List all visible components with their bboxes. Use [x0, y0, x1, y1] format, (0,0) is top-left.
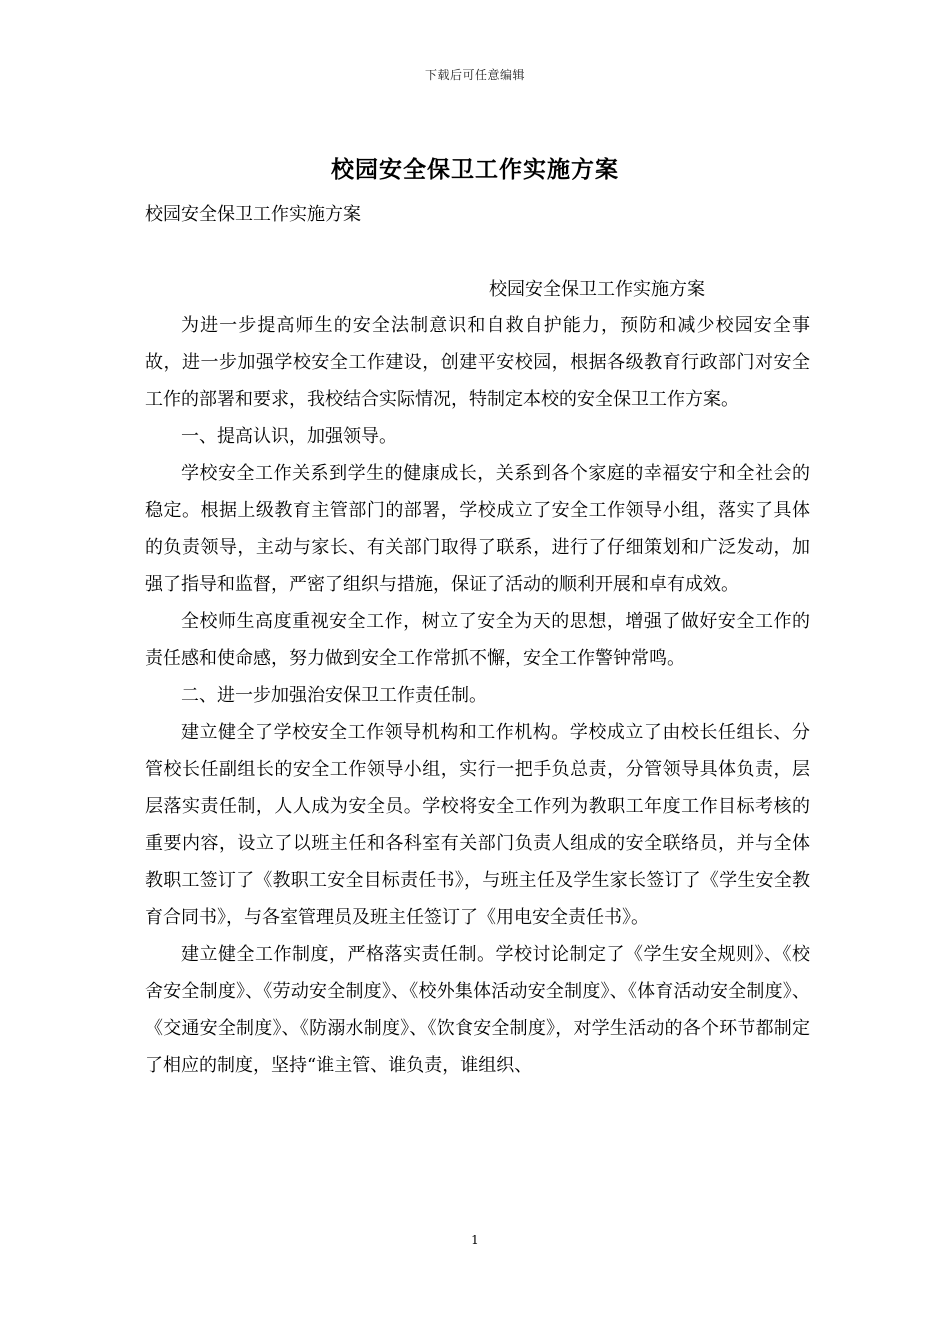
document-subtitle: 校园安全保卫工作实施方案: [145, 204, 361, 225]
section-heading-1: 一、提高认识，加强领导。: [181, 426, 397, 447]
document-title: 校园安全保卫工作实施方案: [331, 156, 619, 183]
paragraph: 建立健全工作制度，严格落实责任制。学校讨论制定了《学生安全规则》、《校舍安全制度》、《劳动安全制度》、《校外集体活动安全制度》、《体育活动安全制度》、《交通安全制度》、《防溺水制度》、《饮食安全制度》，对学生活动的各个环节都制定了相应的制度，坚持“谁主管、谁负责，谁组织、: [145, 944, 810, 1076]
section-heading-2: 二、进一步加强治安保卫工作责任制。: [181, 685, 487, 706]
inner-title: 校园安全保卫工作实施方案: [489, 279, 705, 300]
paragraph: 全校师生高度重视安全工作，树立了安全为天的思想，增强了做好安全工作的责任感和使命感，努力做到安全工作常抓不懈，安全工作警钟常鸣。: [145, 611, 810, 669]
paragraph-intro: 为进一步提高师生的安全法制意识和自救自护能力，预防和减少校园安全事故，进一步加强学校安全工作建设，创建平安校园，根据各级教育行政部门对安全工作的部署和要求，我校结合实际情况，特制定本校的安全保卫工作方案。: [145, 315, 810, 410]
paragraph: 建立健全了学校安全工作领导机构和工作机构。学校成立了由校长任组长、分管校长任副组长的安全工作领导小组，实行一把手负总责，分管领导具体负责，层层落实责任制，人人成为安全员。学校将安全工作列为教职工年度工作目标考核的重要内容，设立了以班主任和各科室有关部门负责人组成的安全联络员，并与全体教职工签订了《教职工安全目标责任书》，与班主任及学生家长签订了《学生安全教育合同书》，与各室管理员及班主任签订了《用电安全责任书》。: [145, 722, 810, 928]
header-note: 下载后可任意编辑: [424, 68, 525, 82]
page-number: 1: [471, 1233, 479, 1247]
paragraph: 学校安全工作关系到学生的健康成长，关系到各个家庭的幸福安宁和全社会的稳定。根据上级教育主管部门的部署，学校成立了安全工作领导小组，落实了具体的负责领导，主动与家长、有关部门取得了联系，进行了仔细策划和广泛发动，加强了指导和监督，严密了组织与措施，保证了活动的顺利开展和卓有成效。: [145, 463, 810, 595]
document-body: [145, 307, 810, 1084]
